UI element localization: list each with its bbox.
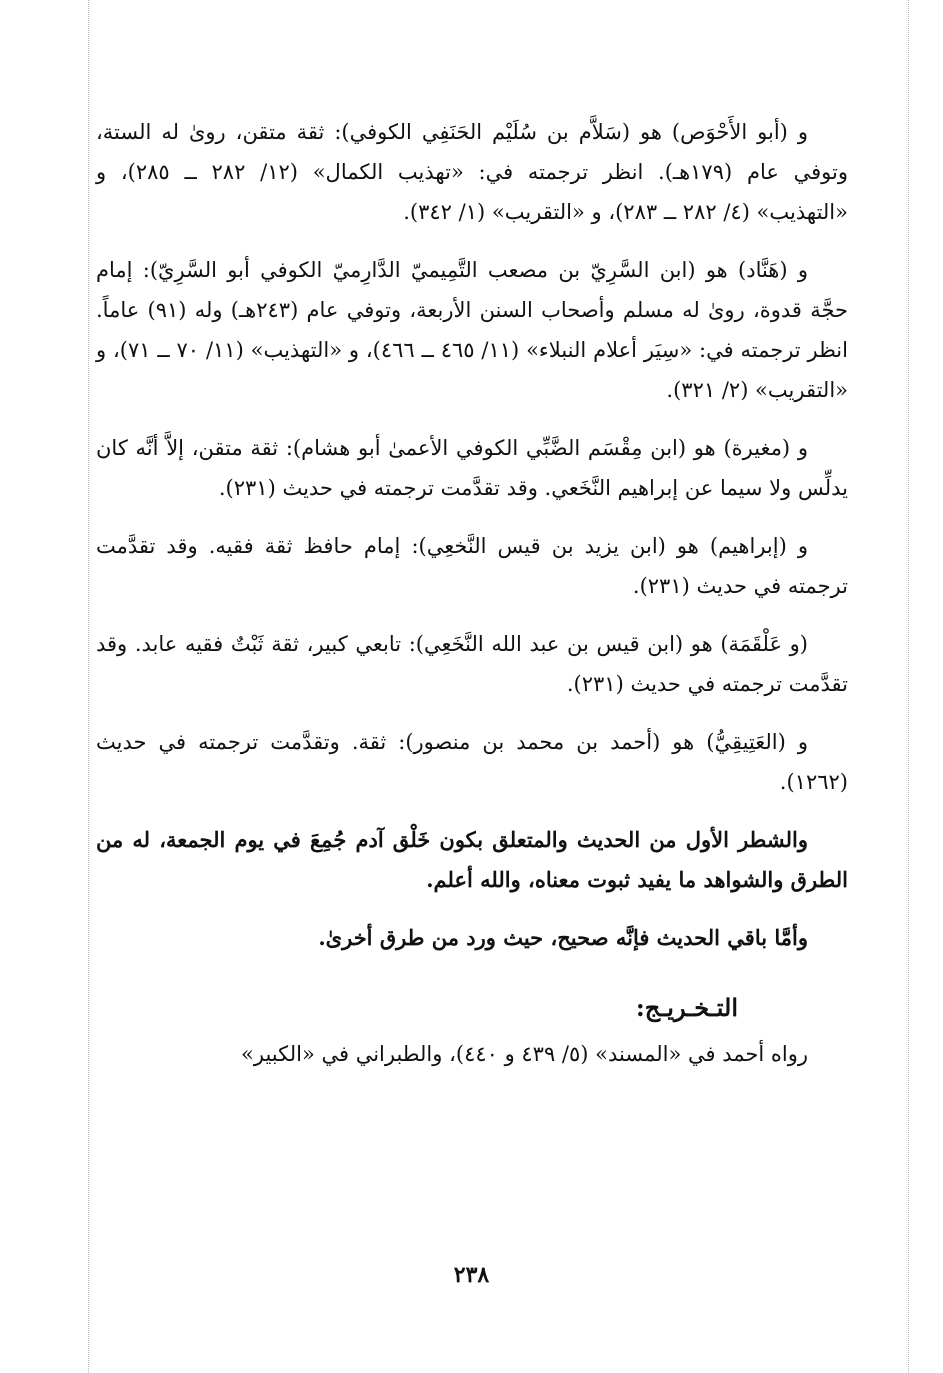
paragraph-ibrahim: و (إبراهيم) هو (ابن يزيد بن قيس النَّخعِي): إمام حافظ ثقة فقيه. وقد تقدَّمت ترجمته في حديث (٢٣١). — [96, 534, 848, 598]
paragraph-first-part-ruling: والشطر الأول من الحديث والمتعلق بكون خَلْق آدم جُمِعَ في يوم الجمعة، له من الطرق والشواهد ما يفيد ثبوت معناه، والله أعلم. — [96, 827, 848, 892]
paragraph-ateeqi: و (العَتِيقِيُّ) هو (أحمد بن محمد بن منصور): ثقة. وتقدَّمت ترجمته في حديث (١٢٦٢). — [96, 730, 848, 794]
page-number: ٢٣٨ — [453, 1262, 490, 1288]
document-page — [96, 112, 848, 1092]
left-margin-dotted-line — [88, 0, 89, 1373]
paragraph-rest-ruling: وأمَّا باقي الحديث فإنَّه صحيح، حيث ورد من طرق أخرىٰ. — [318, 925, 808, 950]
paragraph-abu-al-ahwas: و (أبو الأَحْوَص) هو (سَلاَّم بن سُلَيْم الحَنَفِي الكوفي): ثقة متقن، روىٰ له الستة، وتوفي عام (١٧٩هـ). انظر ترجمته في: «تهذيب الكمال» (١٢/ ٢٨٢ ــ ٢٨٥)، و «التهذيب» (٤/ ٢٨٢ ــ ٢٨٣)، و «التقريب» (١/ ٣٤٢). — [96, 120, 848, 224]
takhrij-heading: التـخـريـج: — [635, 993, 738, 1022]
paragraph-takhrij: رواه أحمد في «المسند» (٥/ ٤٣٩ و ٤٤٠)، والطبراني في «الكبير» — [241, 1042, 808, 1066]
right-margin-dotted-line — [908, 0, 909, 1373]
paragraph-hannad: و (هَنَّاد) هو (ابن السَّرِيّ بن مصعب التَّمِيميّ الدَّارِميّ الكوفي أبو السَّرِيّ): إمام حجَّة قدوة، روىٰ له مسلم وأصحاب السنن الأربعة، وتوفي عام (٢٤٣هـ) وله (٩١) عاماً. انظر ترجمته في: «سِيَر أعلام النبلاء» (١١/ ٤٦٥ ــ ٤٦٦)، و «التهذيب» (١١/ ٧٠ ــ ٧١)، و «التقريب» (٢/ ٣٢١). — [96, 258, 849, 402]
paragraph-alqama: (و عَلْقَمَة) هو (ابن قيس بن عبد الله النَّخَعِي): تابعي كبير، ثقة ثَبْتٌ فقيه عابد. وقد تقدَّمت ترجمته في حديث (٢٣١). — [96, 632, 848, 696]
paragraph-mughira: و (مغيرة) هو (ابن مِقْسَم الضَّبِّي الكوفي الأعمىٰ أبو هشام): ثقة متقن، إلاَّ أنَّه كان يدلِّس ولا سيما عن إبراهيم النَّخَعي. وقد تقدَّمت ترجمته في حديث (٢٣١). — [96, 436, 848, 500]
